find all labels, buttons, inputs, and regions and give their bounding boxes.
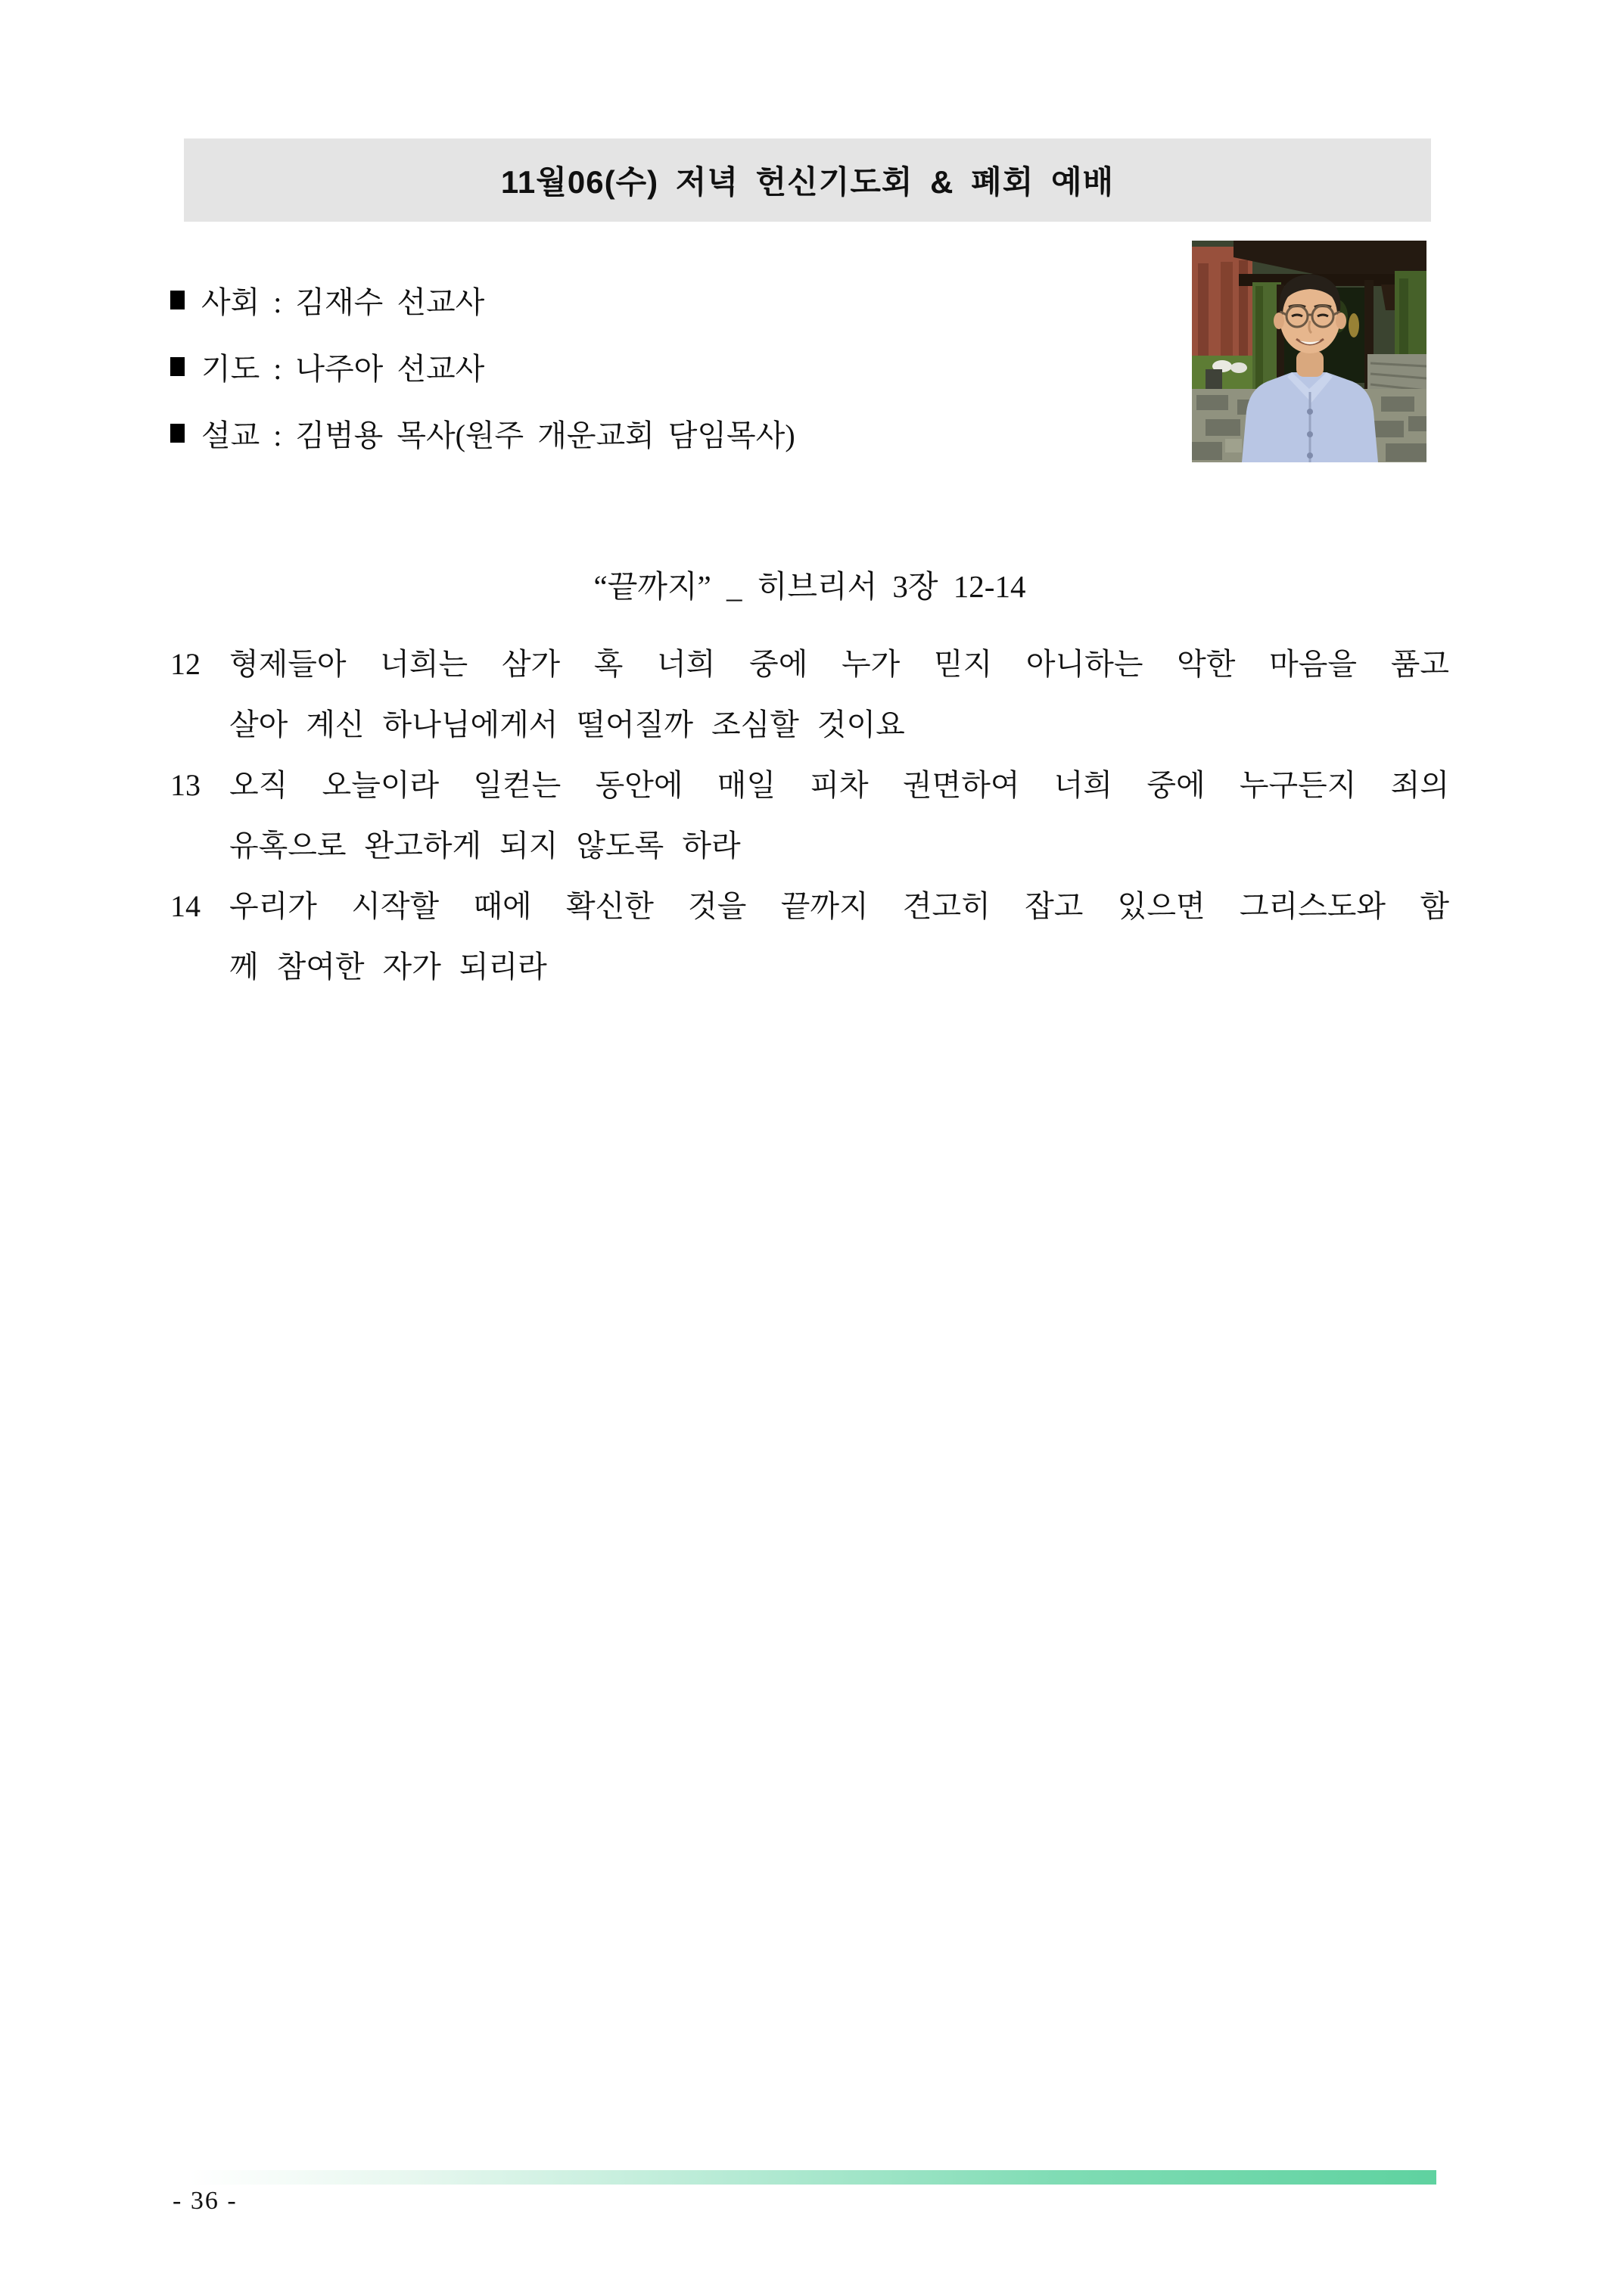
verse-line: 살아 계신 하나님에게서 떨어질까 조심할 것이요 bbox=[229, 707, 905, 742]
page-number: - 36 - bbox=[173, 2187, 238, 2215]
section-title: 11월06(수) 저녁 헌신기도회 & 폐회 예배 bbox=[500, 164, 1115, 200]
scripture-passage bbox=[170, 634, 1449, 997]
section-header-bar bbox=[184, 138, 1431, 222]
role-item-prayer bbox=[170, 348, 1154, 384]
verse-13 bbox=[170, 755, 1449, 876]
bullet-square-icon bbox=[170, 357, 185, 376]
speaker-photo-illustration bbox=[1192, 241, 1426, 462]
verse-line: 유혹으로 완고하게 되지 않도록 하라 bbox=[229, 829, 741, 863]
verse-line: 오직 오늘이라 일컫는 동안에 매일 피차 권면하여 너희 중에 누구든지 죄의 bbox=[229, 768, 1449, 802]
verse-line: 우리가 시작할 때에 확신한 것을 끝까지 견고히 잡고 있으면 그리스도와 함 bbox=[229, 889, 1449, 923]
role-text: 사회 : 김재수 선교사 bbox=[201, 285, 485, 319]
sermon-title: “끝까지” _ 히브리서 3장 12-14 bbox=[593, 569, 1026, 604]
verse-line: 형제들아 너희는 삼가 혹 너희 중에 누가 믿지 아니하는 악한 마음을 품고 bbox=[229, 647, 1449, 681]
bullet-square-icon bbox=[170, 424, 185, 443]
speaker-photo bbox=[1192, 241, 1426, 462]
service-roles-list bbox=[170, 281, 1154, 481]
bullet-square-icon bbox=[170, 291, 185, 309]
role-text: 기도 : 나주아 선교사 bbox=[201, 351, 485, 386]
verse-14 bbox=[170, 876, 1449, 997]
verse-number: 14 bbox=[170, 889, 201, 923]
verse-12 bbox=[170, 634, 1449, 755]
verse-number: 12 bbox=[170, 647, 201, 681]
role-item-moderator bbox=[170, 281, 1154, 318]
footer-gradient-bar bbox=[189, 2170, 1436, 2185]
role-item-sermon bbox=[170, 415, 1154, 451]
verse-number: 13 bbox=[170, 768, 201, 802]
verse-line: 께 참여한 자가 되리라 bbox=[229, 950, 547, 984]
role-text: 설교 : 김범용 목사(원주 개운교회 담임목사) bbox=[201, 418, 795, 452]
